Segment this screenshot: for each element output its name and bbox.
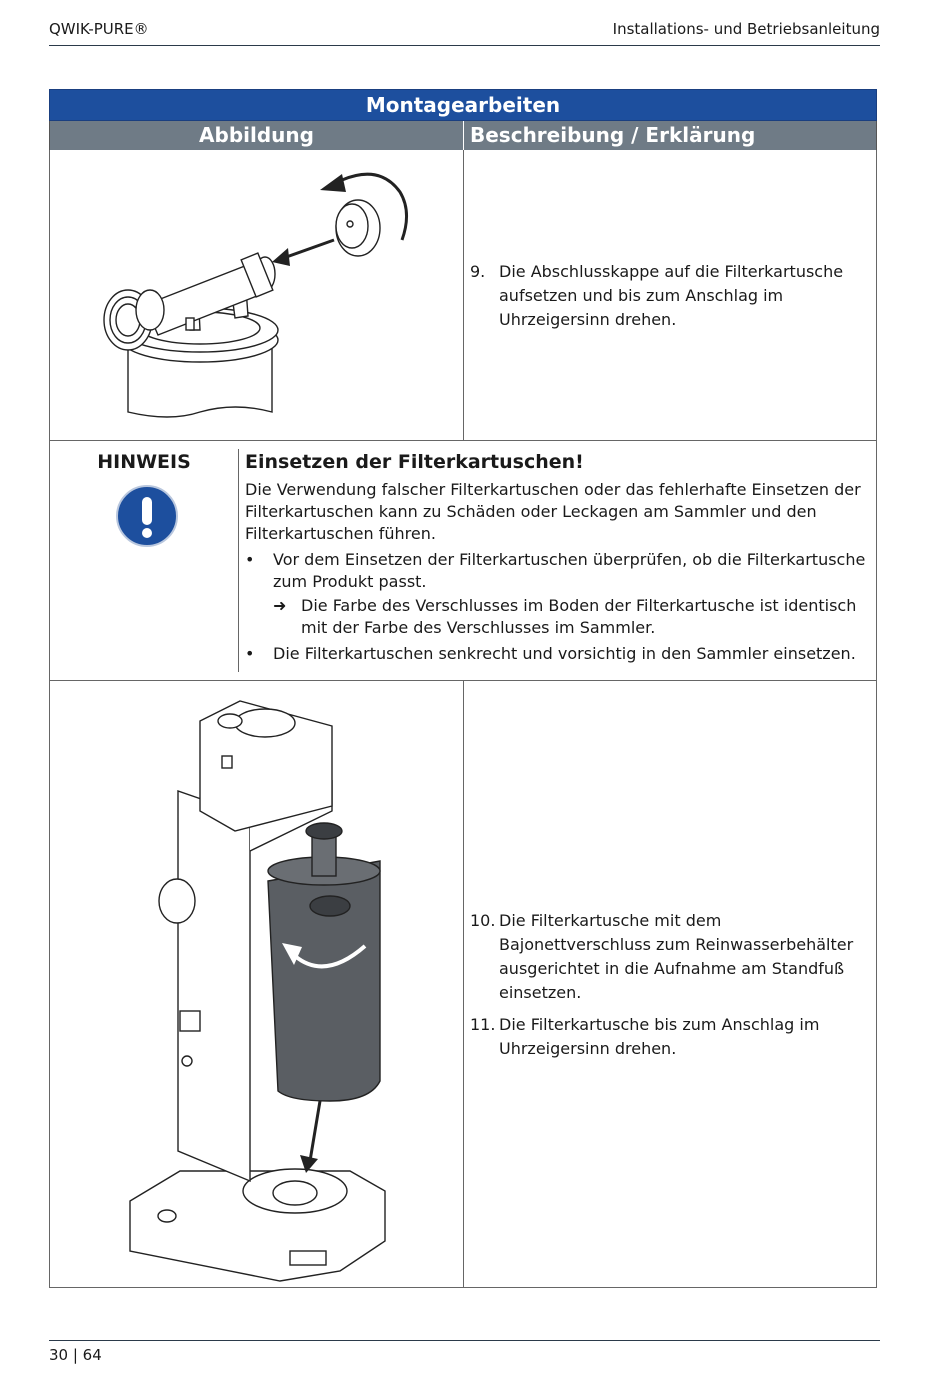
notice-bullet-1 [245,549,876,593]
bullet-mark: • [245,550,255,569]
assembly-table [49,89,877,1288]
column-header-description: Beschreibung / Erklärung [470,123,756,147]
step-number: 11. [470,1015,496,1034]
description-step-9 [464,150,876,440]
bullet-text: Die Filterkartuschen senkrecht und vorsichtig in den Sammler einsetzen. [273,644,856,663]
document-title: Installations- und Betriebsanleitung [612,20,880,38]
brand-name: QWIK-PURE® [49,20,149,38]
column-header-image: Abbildung [50,121,464,150]
description-steps-10-11 [464,681,876,1287]
step-11 [470,1013,866,1061]
notice-label: HINWEIS [97,451,191,473]
step-text: Die Filterkartusche mit dem Bajonettverschluss zum Reinwasserbehälter ausgerichtet in die Aufnahme am Standfuß einsetzen. [499,911,854,1002]
bullet-mark: • [245,644,255,663]
step-text: Die Filterkartusche bis zum Anschlag im Uhrzeigersinn drehen. [499,1015,820,1058]
notice-bullet-2 [245,643,876,665]
table-row-step-9 [49,150,877,441]
step-number: 10. [470,911,496,930]
page-number: 30 | 64 [49,1346,102,1364]
notice-result [273,595,876,639]
step-10 [470,909,866,1005]
result-text: Die Farbe des Verschlusses im Boden der Filterkartusche ist identisch mit der Farbe des Verschlusses im Sammler. [301,596,857,637]
exclamation-icon [116,485,178,551]
notice-content [238,449,876,672]
arrow-icon: ➜ [273,596,287,615]
table-column-headers [49,121,877,150]
notice-label-area [50,441,238,680]
table-title: Montagearbeiten [49,89,877,121]
notice-block [49,441,877,681]
step-number: 9. [470,262,486,281]
step-9 [470,260,866,332]
notice-body: Die Verwendung falscher Filterkartuschen oder das fehlerhafte Einsetzen der Filterkartuschen kann zu Schäden oder Leckagen am Sammler und den Filterkartuschen führen. [245,480,861,543]
table-row-steps-10-11 [49,681,877,1288]
step-text: Die Abschlusskappe auf die Filterkartusche aufsetzen und bis zum Anschlag im Uhrzeigersinn drehen. [499,262,844,329]
illustration-cartridge-insertion [50,681,464,1287]
header-divider [49,45,880,46]
footer-divider [49,1340,880,1341]
illustration-cap-mounting [50,150,464,440]
notice-title: Einsetzen der Filterkartuschen! [245,451,584,473]
bullet-text: Vor dem Einsetzen der Filterkartuschen überprüfen, ob die Filterkartusche zum Produkt passt. [273,550,866,591]
